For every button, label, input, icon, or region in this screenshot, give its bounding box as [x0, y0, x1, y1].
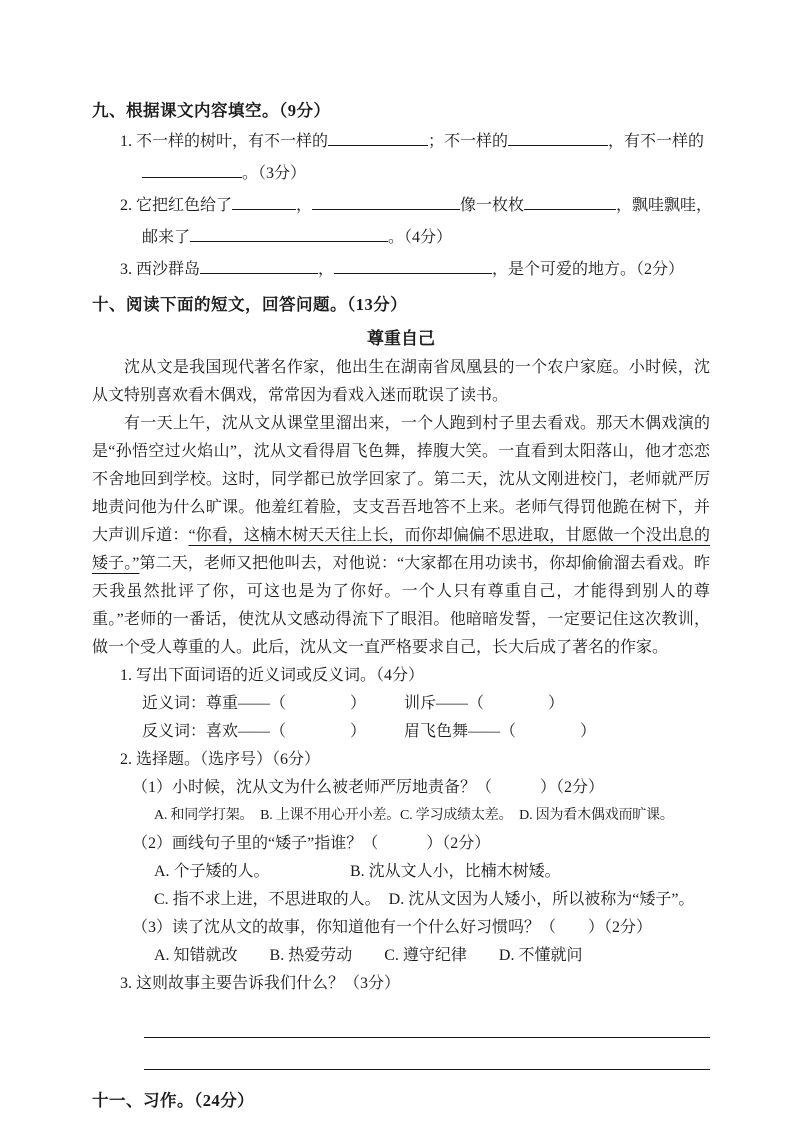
- text-segment: 邮来了: [142, 229, 191, 246]
- antonym-meifeisewu: 眉飞色舞——（ ）: [404, 723, 597, 740]
- fill-in-blank-line: [524, 193, 616, 210]
- fill-in-blank-line: [190, 225, 388, 242]
- text-segment: ，: [296, 197, 313, 214]
- q9-item2-line1: [92, 190, 713, 222]
- text-segment: ，飘哇飘哇，: [616, 197, 713, 214]
- text-segment: ，有不一样的: [608, 133, 705, 150]
- text-segment: ；不一样的: [428, 133, 509, 150]
- q9-item1-line1: [92, 126, 710, 158]
- passage-underlined-sentence: “你看，这楠木树天天往上长，而你却偏偏不思进取，甘愿做一个没出息的矮子。”: [92, 527, 710, 572]
- fill-in-blank-line: [200, 257, 318, 274]
- text-segment: 2. 它把红色给了: [120, 197, 233, 214]
- q9-item2-line2: [92, 222, 710, 254]
- synonym-zunzhong: 近义词：尊重——（ ）: [142, 695, 367, 712]
- text-segment: 像一枚枚: [460, 197, 525, 214]
- fill-in-blank-line: [328, 129, 428, 146]
- q10-sub1-row2: [92, 718, 710, 746]
- q10-sub2-q2-options-row2: C. 指不求上进，不思进取的人。 D. 沈从文因为人矮小，所以被称为“矮子”。: [154, 891, 695, 908]
- q9-item1-line2: [92, 158, 710, 190]
- q10-sub2-q3-options: A. 知错就改 B. 热爱劳动 C. 遵守纪律 D. 不懂就问: [154, 947, 583, 964]
- text-segment: 3. 西沙群岛: [120, 261, 201, 278]
- fill-in-blank-line: [334, 257, 492, 274]
- section-9-heading: 九、根据课文内容填空。（9分）: [92, 101, 331, 120]
- text-segment: 1. 不一样的树叶，有不一样的: [120, 133, 329, 150]
- synonym-xunchi: 训斥——（ ）: [404, 695, 565, 712]
- q10-sub2-q1-options: A. 和同学打架。 B. 上课不用心开小差。C. 学习成绩太差。 D. 因为看木偶戏而旷课。: [154, 808, 674, 823]
- fill-in-blank-line: [508, 129, 608, 146]
- answer-line-2: [144, 1038, 710, 1070]
- q2-option-a: A. 个子矮的人。: [154, 863, 270, 880]
- section-10-heading: 十、阅读下面的短文，回答问题。（13分）: [92, 295, 408, 314]
- antonym-xihuan: 反义词：喜欢——（ ）: [142, 723, 367, 740]
- fill-in-blank-line: [232, 193, 296, 210]
- section-11-heading: 十一、习作。（24分）: [92, 1091, 255, 1110]
- q10-sub2-q3: （3）读了沈从文的故事，你知道他有一个什么好习惯吗？（ ）（2分）: [132, 919, 653, 936]
- q10-sub3-heading: 3. 这则故事主要告诉我们什么？（3分）: [120, 975, 401, 992]
- fill-in-blank-line: [142, 161, 242, 178]
- answer-line-1: [144, 1006, 710, 1038]
- text-segment: 。（3分）: [242, 165, 307, 182]
- q9-item3-line1: [92, 254, 710, 286]
- q10-sub1-heading: 1. 写出下面词语的近义词或反义词。（4分）: [120, 667, 425, 684]
- fill-in-blank-line: [312, 193, 460, 210]
- q10-sub2-heading: 2. 选择题。（选序号）（6分）: [120, 751, 321, 768]
- text-segment: ，: [318, 261, 335, 278]
- q10-sub2-q1: （1）小时候，沈从文为什么被老师严厉地责备？（ ）（2分）: [132, 779, 605, 796]
- passage-paragraph-1: 沈从文是我国现代著名作家，他出生在湖南省凤凰县的一个农户家庭。小时候，沈从文特别喜欢看木偶戏，常常因为看戏入迷而耽误了读书。: [92, 359, 710, 404]
- text-segment: 。（4分）: [388, 229, 453, 246]
- passage-title: 尊重自己: [367, 329, 435, 348]
- passage-p2-before: 有一天上午，沈从文从课堂里溜出来，一个人跑到村子里去看戏。那天木偶戏演的是“孙悟空过火焰山”，沈从文看得眉飞色舞，捧腹大笑。一直看到太阳落山，他才恋恋不舍地回到学校。这时，同学都已放学回家了。第二天，沈从文刚进校门，老师就严厉地责问他为什么旷课。他羞红着脸，支支吾吾地答不上来。老师气得罚他跪在树下，并大声训斥道：: [92, 415, 710, 544]
- q2-option-b: B. 沈从文人小，比楠木树矮。: [350, 863, 561, 880]
- q10-sub2-q2-options-row1: [92, 858, 710, 886]
- q10-sub2-q2: （2）画线句子里的“矮子”指谁？（ ）（2分）: [132, 835, 491, 852]
- q10-sub1-row1: [92, 690, 710, 718]
- passage-paragraph-2: [92, 410, 710, 662]
- passage-p2-after: 第二天，老师又把他叫去，对他说：“大家都在用功读书，你却偷偷溜去看戏。昨天我虽然批评了你，可这也是为了你好。一个人只有尊重自己，才能得到别人的尊重。”老师的一番话，使沈从文感动得流下了眼泪。他暗暗发誓，一定要记住这次教训，做一个受人尊重的人。此后，沈从文一直严格要求自己，长大后成了著名的作家。: [92, 555, 710, 656]
- text-segment: ，是个可爱的地方。（2分）: [492, 261, 685, 278]
